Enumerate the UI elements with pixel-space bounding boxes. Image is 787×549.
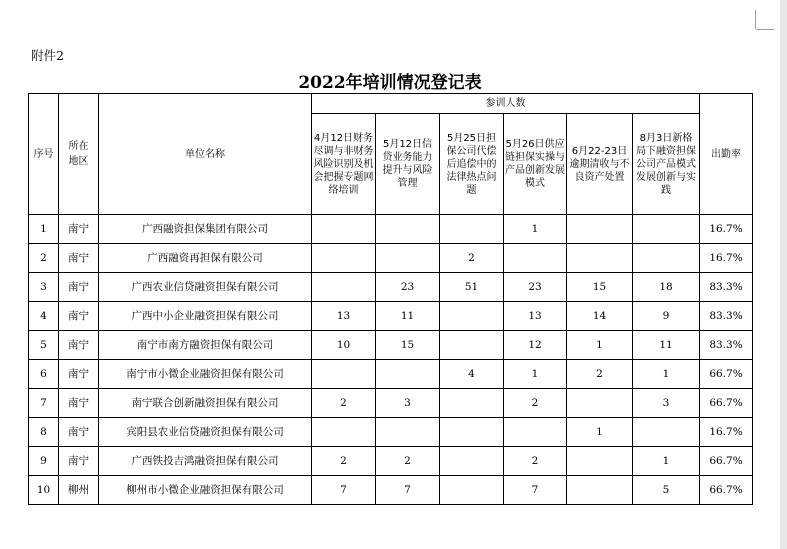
row-seq: 6 xyxy=(29,360,59,389)
table-row xyxy=(29,476,753,505)
row-attendance-rate: 66.7% xyxy=(700,389,753,418)
row-session-3: 2 xyxy=(440,244,504,273)
row-session-2: 7 xyxy=(376,476,440,505)
row-region: 南宁 xyxy=(59,360,99,389)
row-session-2: 15 xyxy=(376,331,440,360)
row-session-5: 2 xyxy=(567,360,633,389)
row-session-3 xyxy=(440,476,504,505)
row-session-5 xyxy=(567,389,633,418)
row-region: 南宁 xyxy=(59,389,99,418)
row-session-4: 2 xyxy=(504,447,567,476)
row-session-6: 1 xyxy=(633,360,700,389)
header-org: 单位名称 xyxy=(99,94,312,215)
row-region: 南宁 xyxy=(59,418,99,447)
table-row xyxy=(29,389,753,418)
row-session-5: 14 xyxy=(567,302,633,331)
row-session-4: 23 xyxy=(504,273,567,302)
row-session-3 xyxy=(440,331,504,360)
row-session-4: 13 xyxy=(504,302,567,331)
header-seq: 序号 xyxy=(29,94,59,215)
table-row xyxy=(29,331,753,360)
row-session-3 xyxy=(440,389,504,418)
row-session-1 xyxy=(312,244,376,273)
row-region: 柳州 xyxy=(59,476,99,505)
header-participants: 参训人数 xyxy=(312,94,700,114)
row-org-name: 广西融资担保集团有限公司 xyxy=(99,215,312,244)
row-org-name: 南宁市南方融资担保有限公司 xyxy=(99,331,312,360)
row-session-3 xyxy=(440,447,504,476)
row-org-name: 南宁联合创新融资担保有限公司 xyxy=(99,389,312,418)
row-session-3 xyxy=(440,215,504,244)
row-session-6: 18 xyxy=(633,273,700,302)
row-seq: 8 xyxy=(29,418,59,447)
row-session-4: 1 xyxy=(504,215,567,244)
row-session-6 xyxy=(633,244,700,273)
row-seq: 3 xyxy=(29,273,59,302)
row-session-1: 13 xyxy=(312,302,376,331)
table-row xyxy=(29,215,753,244)
row-attendance-rate: 66.7% xyxy=(700,360,753,389)
row-session-4 xyxy=(504,418,567,447)
header-session-1: 4月12日财务尽调与非财务风险识别及机会把握专题网络培训 xyxy=(312,114,376,215)
header-session-3: 5月25日担保公司代偿后追偿中的法律热点问题 xyxy=(440,114,504,215)
row-attendance-rate: 83.3% xyxy=(700,302,753,331)
row-org-name: 柳州市小微企业融资担保有限公司 xyxy=(99,476,312,505)
row-region: 南宁 xyxy=(59,331,99,360)
row-session-5: 1 xyxy=(567,418,633,447)
row-attendance-rate: 66.7% xyxy=(700,476,753,505)
row-region: 南宁 xyxy=(59,215,99,244)
header-region: 所在地区 xyxy=(59,94,99,215)
row-session-1: 10 xyxy=(312,331,376,360)
header-session-5: 6月22-23日逾期清收与不良资产处置 xyxy=(567,114,633,215)
row-session-5 xyxy=(567,215,633,244)
row-attendance-rate: 16.7% xyxy=(700,215,753,244)
table-row xyxy=(29,447,753,476)
row-session-2: 23 xyxy=(376,273,440,302)
row-session-6: 1 xyxy=(633,447,700,476)
row-attendance-rate: 83.3% xyxy=(700,273,753,302)
row-session-1 xyxy=(312,418,376,447)
crop-mark xyxy=(756,29,774,30)
row-session-1 xyxy=(312,273,376,302)
row-session-6 xyxy=(633,418,700,447)
row-session-3 xyxy=(440,418,504,447)
row-session-1 xyxy=(312,360,376,389)
row-session-6 xyxy=(633,215,700,244)
row-seq: 1 xyxy=(29,215,59,244)
table-row xyxy=(29,418,753,447)
row-session-4: 1 xyxy=(504,360,567,389)
row-session-6: 3 xyxy=(633,389,700,418)
table-row xyxy=(29,244,753,273)
table-row xyxy=(29,302,753,331)
row-org-name: 广西农业信贷融资担保有限公司 xyxy=(99,273,312,302)
header-attendance: 出勤率 xyxy=(700,94,753,215)
row-org-name: 广西铁投吉鸿融资担保有限公司 xyxy=(99,447,312,476)
row-session-6: 5 xyxy=(633,476,700,505)
row-session-2: 3 xyxy=(376,389,440,418)
row-session-4: 12 xyxy=(504,331,567,360)
row-session-2: 11 xyxy=(376,302,440,331)
row-region: 南宁 xyxy=(59,273,99,302)
row-session-4: 2 xyxy=(504,389,567,418)
row-seq: 5 xyxy=(29,331,59,360)
row-session-1: 2 xyxy=(312,447,376,476)
row-session-6: 9 xyxy=(633,302,700,331)
row-attendance-rate: 16.7% xyxy=(700,244,753,273)
row-session-5 xyxy=(567,476,633,505)
row-session-5 xyxy=(567,447,633,476)
row-session-3: 4 xyxy=(440,360,504,389)
row-session-5 xyxy=(567,244,633,273)
row-session-3 xyxy=(440,302,504,331)
row-attendance-rate: 16.7% xyxy=(700,418,753,447)
row-session-2 xyxy=(376,418,440,447)
row-session-3: 51 xyxy=(440,273,504,302)
row-session-2 xyxy=(376,215,440,244)
row-session-1: 7 xyxy=(312,476,376,505)
row-session-5: 15 xyxy=(567,273,633,302)
row-session-2 xyxy=(376,360,440,389)
header-session-4: 5月26日供应链担保实操与产品创新发展模式 xyxy=(504,114,567,215)
row-region: 南宁 xyxy=(59,447,99,476)
crop-mark xyxy=(755,10,756,29)
table-row xyxy=(29,360,753,389)
row-org-name: 广西中小企业融资担保有限公司 xyxy=(99,302,312,331)
page-title: 2022年培训情况登记表 xyxy=(298,73,482,93)
row-session-6: 11 xyxy=(633,331,700,360)
row-seq: 2 xyxy=(29,244,59,273)
row-attendance-rate: 83.3% xyxy=(700,331,753,360)
row-org-name: 南宁市小微企业融资担保有限公司 xyxy=(99,360,312,389)
row-org-name: 宾阳县农业信贷融资担保有限公司 xyxy=(99,418,312,447)
row-region: 南宁 xyxy=(59,244,99,273)
row-session-1 xyxy=(312,215,376,244)
row-seq: 4 xyxy=(29,302,59,331)
row-seq: 9 xyxy=(29,447,59,476)
row-session-4 xyxy=(504,244,567,273)
training-table xyxy=(28,93,753,505)
row-seq: 10 xyxy=(29,476,59,505)
row-session-2: 2 xyxy=(376,447,440,476)
attachment-label: 附件2 xyxy=(31,48,64,63)
table-row xyxy=(29,273,753,302)
row-session-4: 7 xyxy=(504,476,567,505)
row-session-5: 1 xyxy=(567,331,633,360)
row-session-1: 2 xyxy=(312,389,376,418)
header-session-6: 8月3日新格局下融资担保公司产品模式发展创新与实践 xyxy=(633,114,700,215)
row-session-2 xyxy=(376,244,440,273)
header-session-2: 5月12日信贷业务能力提升与风险管理 xyxy=(376,114,440,215)
row-seq: 7 xyxy=(29,389,59,418)
row-org-name: 广西融资再担保有限公司 xyxy=(99,244,312,273)
row-region: 南宁 xyxy=(59,302,99,331)
row-attendance-rate: 66.7% xyxy=(700,447,753,476)
